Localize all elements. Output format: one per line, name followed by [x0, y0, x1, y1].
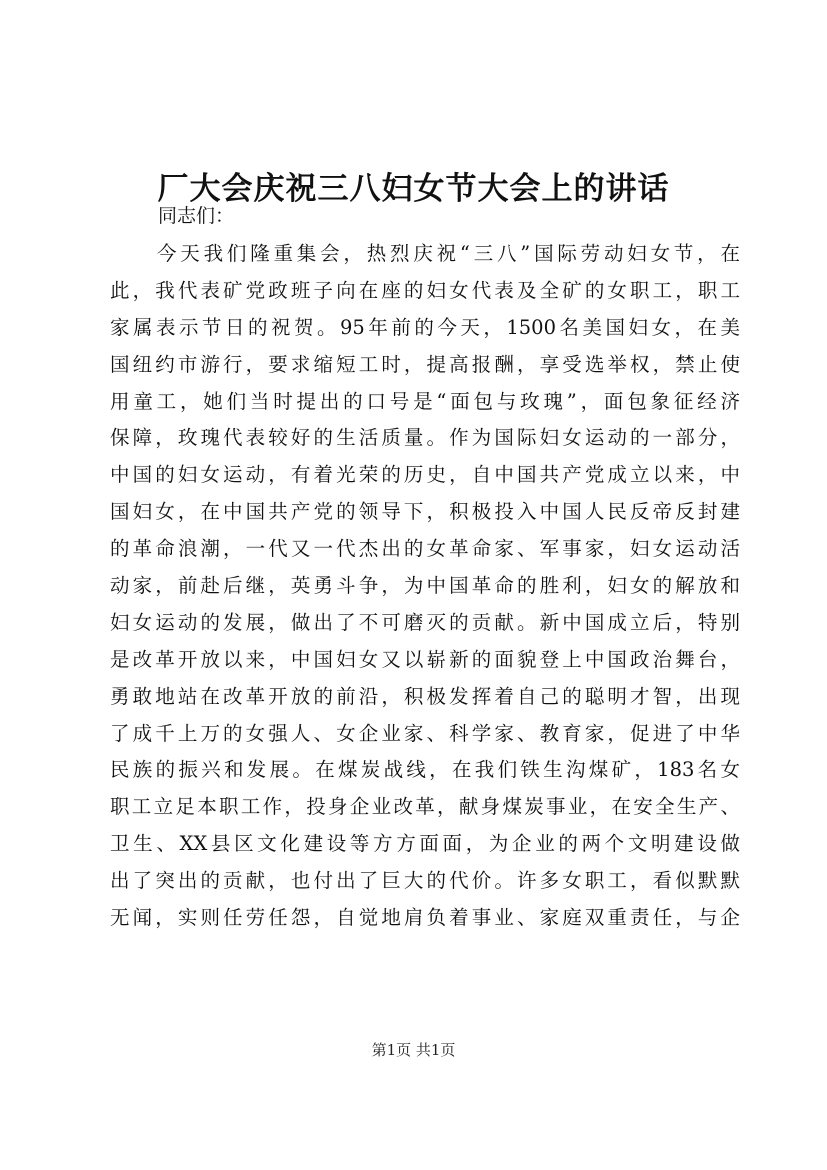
body-line: 动家，前赴后继，英勇斗争，为中国革命的胜利，妇女的解放和: [110, 574, 740, 598]
body-line: 勇敢地站在改革开放的前沿，积极发挥着自己的聪明才智，出现: [110, 684, 740, 708]
body-line: 家属表示节日的祝贺。95年前的今天，1500名美国妇女，在美: [110, 315, 740, 339]
body-line: 中国的妇女运动，有着光荣的历史，自中国共产党成立以来，中: [110, 463, 740, 487]
body-line: 用童工，她们当时提出的口号是“面包与玫瑰”，面包象征经济: [110, 389, 740, 413]
body-line: 国纽约市游行，要求缩短工时，提高报酬，享受选举权，禁止使: [110, 352, 740, 376]
body-line: 了成千上万的女强人、女企业家、科学家、教育家，促进了中华: [110, 721, 740, 745]
body-line: 卫生、XX县区文化建设等方方面面，为企业的两个文明建设做: [110, 832, 740, 856]
body-line: 妇女运动的发展，做出了不可磨灭的贡献。新中国成立后，特别: [110, 610, 740, 634]
body-line: 国妇女，在中国共产党的领导下，积极投入中国人民反帝反封建: [110, 500, 740, 524]
body-line: 此，我代表矿党政班子向在座的妇女代表及全矿的女职工，职工: [110, 278, 740, 302]
salutation: 同志们：: [158, 205, 235, 227]
body-line: 职工立足本职工作，投身企业改革，献身煤炭事业，在安全生产、: [110, 795, 740, 819]
body-line: 无闻，实则任劳任怨，自觉地肩负着事业、家庭双重责任，与企: [110, 906, 740, 930]
body-paragraph: [110, 236, 740, 937]
body-line: 今天我们隆重集会，热烈庆祝“三八”国际劳动妇女节，在: [157, 242, 740, 265]
page-number-footer: 第1页 共1页: [371, 1041, 456, 1059]
body-line: 的革命浪潮，一代又一代杰出的女革命家、军事家，妇女运动活: [110, 537, 740, 561]
body-line: 保障，玫瑰代表较好的生活质量。作为国际妇女运动的一部分，: [110, 426, 740, 450]
body-line: 民族的振兴和发展。在煤炭战线，在我们铁生沟煤矿，183名女: [110, 758, 740, 782]
body-line: 是改革开放以来，中国妇女又以崭新的面貌登上中国政治舞台，: [110, 647, 740, 671]
body-line: 出了突出的贡献，也付出了巨大的代价。许多女职工，看似默默: [110, 869, 740, 893]
document-title: 厂大会庆祝三八妇女节大会上的讲话: [157, 170, 670, 207]
